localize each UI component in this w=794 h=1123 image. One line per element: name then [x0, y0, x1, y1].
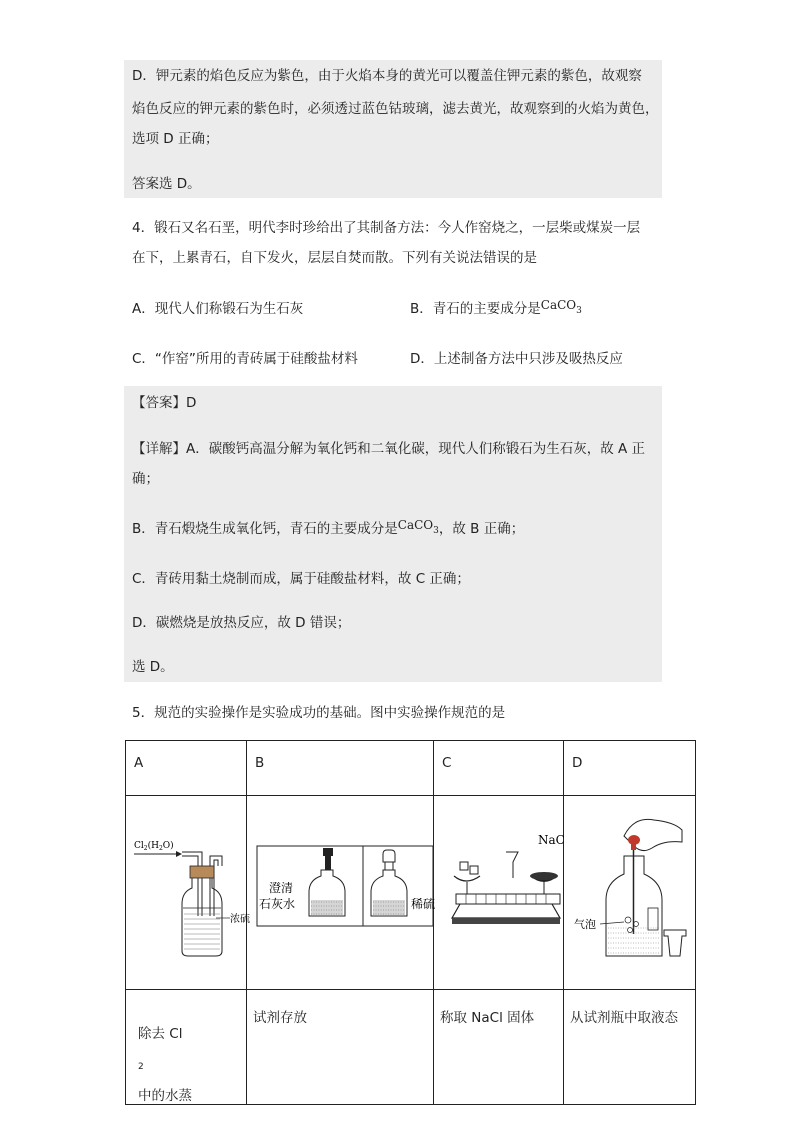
q3-option-d-line2: 焰色反应的钾元素的紫色时，必须透过蓝色钴玻璃，滤去黄光，故观察到的火焰为黄色， [132, 101, 659, 117]
q5-option-table [125, 740, 696, 1105]
q4-final: 选 D。 [132, 659, 174, 675]
figure-c-cell [434, 796, 564, 990]
caption-d: 从试剂瓶中取液态 [570, 1010, 678, 1026]
q4-stem-line1: 4．锻石又名石垩，明代李时珍给出了其制备方法：今人作窑烧之，一层柴或煤炭一层 [132, 220, 641, 236]
formula-main: CaCO [540, 298, 577, 312]
q4-option-d: D．上述制备方法中只涉及吸热反应 [410, 351, 623, 367]
header-a-label: A [134, 755, 144, 771]
fig-c-nacl-label: NaC [538, 833, 565, 847]
figure-b-cell [247, 796, 434, 990]
caption-b: 试剂存放 [253, 1010, 307, 1026]
fig-b-lime-label-1: 澄清 [269, 881, 294, 895]
fig-b-dilute-label: 稀硫 [411, 897, 436, 911]
q4-option-c: C．“作窑”所用的青砖属于硅酸盐材料 [132, 351, 358, 367]
header-c-label: C [442, 755, 452, 771]
q4-option-a: A．现代人们称锻石为生石灰 [132, 301, 304, 317]
fig-a-acid-label: 浓硫 [230, 914, 250, 925]
q3-answer: 答案选 D。 [132, 176, 201, 192]
formula-sub: 3 [576, 306, 582, 316]
q4-detail-d: D．碳燃烧是放热反应，故 D 错误； [132, 615, 351, 631]
caco3-formula-2 [397, 518, 439, 536]
header-a [126, 741, 247, 796]
q4-detail-b [132, 519, 524, 541]
caption-c-cell [434, 990, 564, 1105]
caption-a-post: 中的水蒸 [138, 1088, 192, 1104]
q4-option-b [410, 299, 582, 321]
gas-washing-bottle-figure [126, 796, 250, 985]
q4-stem-line2: 在下，上累青石，自下发火，层层自焚而散。下列有关说法错误的是 [132, 250, 537, 266]
caption-a-cell [126, 990, 247, 1105]
caption-a-pre: 除去 Cl [138, 1026, 183, 1042]
reagent-bottles-figure [247, 796, 436, 985]
fig-d-bubble-label: 气泡 [574, 918, 596, 931]
fig-a-gas-label: $Cl_2(H_2O)$ [134, 841, 174, 852]
caption-a-sub: 2 [138, 1062, 144, 1072]
formula-main: CaCO [397, 518, 434, 532]
formula-sub: 3 [433, 526, 439, 536]
q4-detail-b-text: B．青石煅烧生成氧化钙，青石的主要成分是 [132, 521, 398, 537]
fig-b-lime-label-2: 石灰水 [259, 897, 296, 911]
caco3-formula [540, 298, 582, 316]
q4-answer: 【答案】D [132, 395, 197, 411]
figure-a-cell [126, 796, 250, 990]
header-d-label: D [572, 755, 583, 771]
caption-d-cell [564, 990, 696, 1105]
q4-detail-b-end: ，故 B 正确； [438, 521, 525, 537]
q5-stem: 5．规范的实验操作是实验成功的基础。图中实验操作规范的是 [132, 705, 506, 721]
dropper-figure [564, 796, 695, 985]
q4-detail-a-cont: 确； [132, 471, 159, 487]
header-c [434, 741, 564, 796]
caption-c: 称取 NaCl 固体 [440, 1010, 535, 1026]
caption-a [126, 990, 246, 1104]
header-b-label: B [255, 755, 265, 771]
header-b [247, 741, 434, 796]
caption-b-cell [247, 990, 434, 1105]
q4-detail-c: C．青砖用黏土烧制而成，属于硅酸盐材料，故 C 正确； [132, 571, 470, 587]
figure-d-cell [564, 796, 696, 990]
balance-figure [434, 796, 563, 985]
q4-detail-a: 【详解】A．碳酸钙高温分解为氧化钙和二氧化碳，现代人们称锻石为生石灰，故 A 正 [132, 441, 646, 457]
q3-option-d-line3: 选项 D 正确； [132, 131, 219, 147]
q4-option-b-text: B．青石的主要成分是 [410, 301, 541, 317]
q3-option-d-line1: D．钾元素的焰色反应为紫色，由于火焰本身的黄光可以覆盖住钾元素的紫色，故观察 [132, 68, 642, 84]
header-d [564, 741, 696, 796]
